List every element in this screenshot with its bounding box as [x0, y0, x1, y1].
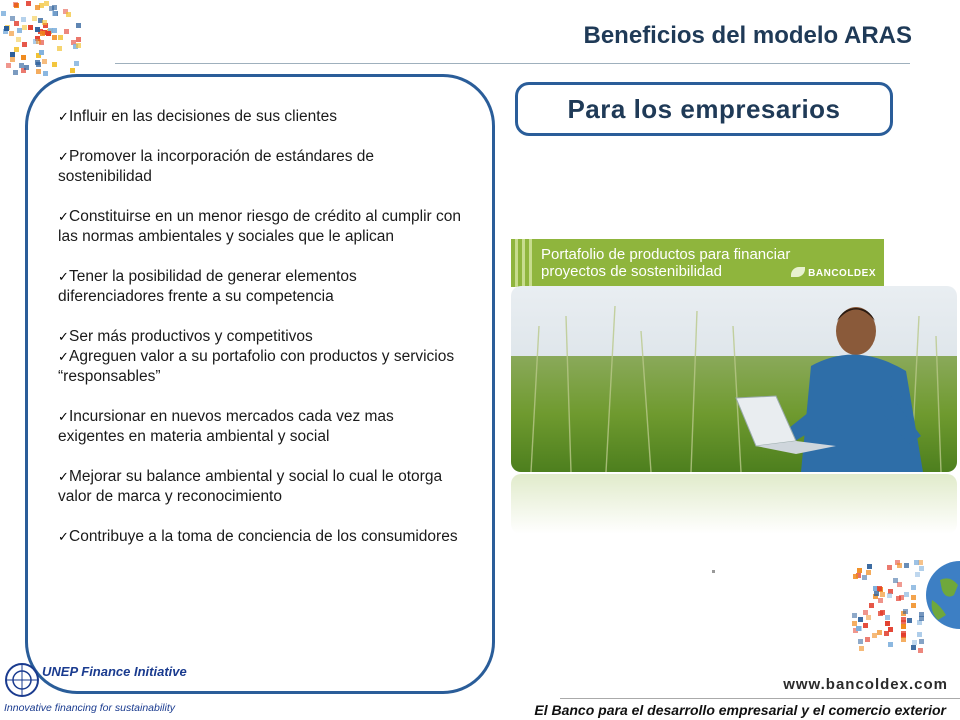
decorative-dot: [66, 12, 71, 17]
benefit-item: ✓Incursionar en nuevos mercados cada vez mas exigentes en materia ambiental y social: [58, 408, 394, 445]
decorative-dot: [10, 52, 15, 57]
decorative-dot: [857, 568, 862, 573]
decorative-dot: [911, 645, 916, 650]
decorative-dot: [43, 71, 48, 76]
check-icon: ✓: [58, 149, 69, 164]
check-icon: ✓: [58, 529, 69, 544]
benefit-item: ✓Influir en las decisiones de sus clientes: [58, 108, 337, 125]
benefit-item: ✓Constituirse en un menor riesgo de crédito al cumplir con las normas ambientales y sociales que le aplican: [58, 208, 461, 245]
check-icon: ✓: [58, 409, 69, 424]
decorative-dot: [918, 648, 923, 653]
decorative-dot: [42, 59, 47, 64]
decorative-dot: [878, 611, 883, 616]
decorative-dot: [893, 578, 898, 583]
decorative-dot: [888, 642, 893, 647]
decorative-dot: [26, 1, 31, 6]
spacer: [58, 447, 464, 467]
decorative-dot: [872, 633, 877, 638]
photo-reflection: [511, 474, 957, 534]
bancoldex-logo: BANCOLDEX: [791, 267, 876, 279]
decorative-dot: [52, 35, 57, 40]
decorative-dot: [39, 50, 44, 55]
decorative-dot: [10, 57, 15, 62]
benefits-panel: [25, 74, 495, 694]
check-icon: ✓: [58, 349, 69, 364]
decorative-dot: [52, 62, 57, 67]
benefit-item: ✓Mejorar su balance ambiental y social lo cual le otorga valor de marca y reconocimiento: [58, 468, 443, 505]
decorative-dot: [869, 603, 874, 608]
decorative-dot: [901, 637, 906, 642]
decorative-dot: [52, 28, 57, 33]
decorative-dot: [901, 631, 906, 636]
check-icon: ✓: [58, 469, 69, 484]
spacer: [58, 247, 464, 267]
decorative-dot: [887, 593, 892, 598]
decorative-dot: [24, 65, 29, 70]
benefits-list: [58, 107, 464, 547]
benefit-item: ✓Promover la incorporación de estándares de sostenibilidad: [58, 148, 375, 185]
decorative-dot: [64, 29, 69, 34]
decorative-dot: [903, 609, 908, 614]
leaf-icon: [791, 267, 805, 277]
check-icon: ✓: [58, 209, 69, 224]
decorative-dot: [28, 25, 33, 30]
portfolio-banner: [511, 239, 884, 287]
decorative-dot: [14, 21, 19, 26]
spacer: [58, 307, 464, 327]
decorative-dot: [76, 23, 81, 28]
subtitle-box: Para los empresarios: [515, 82, 893, 136]
decorative-dot: [36, 39, 41, 44]
decorative-dot: [880, 592, 885, 597]
title-divider: [115, 63, 910, 64]
decorative-dot: [901, 624, 906, 629]
decorative-dot: [9, 31, 14, 36]
decorative-dot: [32, 16, 37, 21]
decorative-dot: [58, 35, 63, 40]
decorative-dot: [885, 615, 890, 620]
decorative-dot: [76, 43, 81, 48]
decorative-dot: [862, 575, 867, 580]
decorative-dot: [74, 61, 79, 66]
check-icon: ✓: [58, 109, 69, 124]
decorative-dot: [21, 17, 26, 22]
decorative-dot: [867, 564, 872, 569]
decorative-dot: [21, 55, 26, 60]
decorative-dot: [70, 68, 75, 73]
benefit-item: ✓Ser más productivos y competitivos: [58, 328, 313, 345]
decorative-dot: [865, 637, 870, 642]
decorative-dot: [6, 63, 11, 68]
footer-url[interactable]: www.bancoldex.com: [783, 676, 948, 693]
benefit-item: ✓Contribuye a la toma de conciencia de los consumidores: [58, 528, 458, 545]
decorative-dot: [76, 37, 81, 42]
decorative-dot: [859, 646, 864, 651]
decorative-dot: [42, 20, 47, 25]
unep-finance-initiative-logo: UNEP Finance Initiative Innovative financing for sustainability: [4, 664, 187, 714]
spacer: [58, 507, 464, 527]
decorative-dot: [40, 31, 45, 36]
decorative-dot: [36, 62, 41, 67]
decorative-dot: [858, 617, 863, 622]
un-emblem-icon: [4, 662, 40, 698]
businessman-field-photo: [511, 286, 957, 472]
banner-stripe: [522, 239, 525, 287]
decorative-dot: [858, 639, 863, 644]
footer-divider: [560, 698, 960, 699]
decorative-dot: [885, 621, 890, 626]
decorative-dot: [912, 640, 917, 645]
decorative-dot: [4, 26, 9, 31]
slide-title: Beneficios del modelo ARAS: [583, 22, 912, 49]
decorative-dot: [874, 591, 879, 596]
decorative-dot: [917, 632, 922, 637]
decorative-dot: [904, 592, 909, 597]
photo-illustration: [511, 286, 957, 472]
dot-mark: [712, 570, 715, 573]
check-icon: ✓: [58, 269, 69, 284]
decorative-dot: [57, 46, 62, 51]
benefit-item: ✓Agreguen valor a su portafolio con productos y servicios “responsables”: [58, 348, 455, 385]
decorative-dot: [919, 639, 924, 644]
banner-stripe: [515, 239, 518, 287]
spacer: [58, 187, 464, 207]
decorative-dot: [22, 42, 27, 47]
decorative-dot: [22, 25, 27, 30]
decorative-dot: [897, 563, 902, 568]
decorative-dot: [852, 613, 857, 618]
decorative-dot: [887, 565, 892, 570]
spacer: [58, 387, 464, 407]
check-icon: ✓: [58, 329, 69, 344]
banner-text: Portafolio de productos para financiar proyectos de sostenibilidad: [541, 246, 791, 280]
decorative-dots-top-left: [0, 0, 90, 80]
decorative-dot: [863, 623, 868, 628]
decorative-dot: [16, 37, 21, 42]
decorative-dot: [866, 615, 871, 620]
benefit-item: ✓Tener la posibilidad de generar elementos diferenciadores frente a su competencia: [58, 268, 357, 305]
decorative-dot: [888, 627, 893, 632]
footer-tagline: El Banco para el desarrollo empresarial y el comercio exterior: [534, 702, 946, 718]
decorative-dot: [853, 574, 858, 579]
decorative-dot: [856, 626, 861, 631]
banner-stripe: [529, 239, 532, 287]
decorative-dot: [13, 70, 18, 75]
decorative-dot: [35, 5, 40, 10]
spacer: [58, 127, 464, 147]
decorative-dot: [1, 11, 6, 16]
globe-icon: [910, 560, 960, 630]
decorative-dot: [877, 630, 882, 635]
decorative-dot: [52, 11, 57, 16]
decorative-dot: [904, 563, 909, 568]
decorative-dot: [878, 598, 883, 603]
decorative-dot: [36, 69, 41, 74]
decorative-dot: [13, 2, 18, 7]
